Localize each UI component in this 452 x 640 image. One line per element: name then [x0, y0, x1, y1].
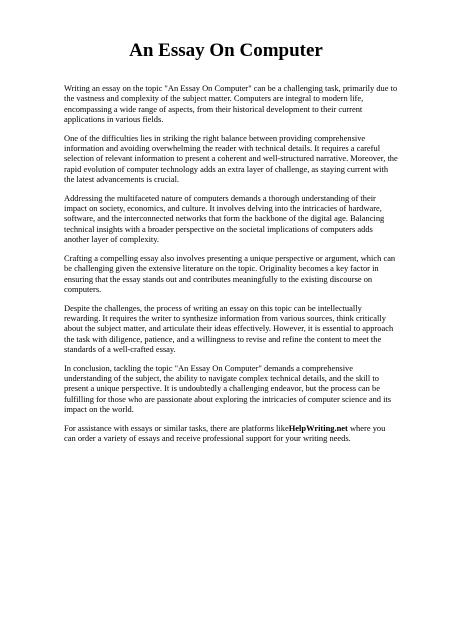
closing-text-after: where you can order a variety of essays and receive professional support for your writing needs. — [64, 422, 386, 444]
brand-link[interactable]: HelpWriting.net — [288, 422, 348, 433]
closing-text-before: For assistance with essays or similar tasks, there are platforms like — [64, 422, 289, 433]
closing-paragraph — [64, 423, 398, 444]
paragraph-5: Despite the challenges, the process of writing an essay on this topic can be intellectually rewarding. It requires the writer to synthesize information from various sources, think critically about the subject matter, and articulate their ideas effectively. However, it is essential to approach the task with diligence, patience, and a willingness to revise and refine the content to meet the standards of a well-crafted essay. — [64, 302, 394, 354]
paragraph-3: Addressing the multifaceted nature of computers demands a thorough understanding of their impact on society, economics, and culture. It involves delving into the intricacies of hardware, software, and the interconnected networks that form the backbone of the digital age. Balancing technical insights with a broader perspective on the societal implications of computers adds another layer of complexity. — [64, 192, 385, 245]
document-body — [64, 83, 398, 452]
paragraph-6: In conclusion, tackling the topic "An Essay On Computer" demands a comprehensive understanding of the subject, the ability to navigate complex technical details, and the skill to present a unique perspective. It is undoubtedly a challenging endeavor, but the process can be fulfilling for those who are passionate about exploring the intricacies of computer science and its impact on the world. — [64, 362, 392, 414]
paragraph-2: One of the difficulties lies in striking the right balance between providing comprehensive information and avoiding overwhelming the reader with technical details. It requires a careful selection of relevant information to present a coherent and well-structured narrative. Moreover, the rapid evolution of computer technology adds an extra layer of challenge, as staying current with the latest advancements is crucial. — [64, 132, 398, 184]
paragraph-1: Writing an essay on the topic "An Essay On Computer" can be a challenging task, primarily due to the vastness and complexity of the subject matter. Computers are integral to modern life, encompassing a wide range of aspects, from their historical development to their current applications in various fields. — [64, 83, 398, 124]
paragraph-4: Crafting a compelling essay also involves presenting a unique perspective or argument, which can be challenging given the extensive literature on the topic. Originality becomes a key factor in ensuring that the essay stands out and contributes meaningfully to the existing discourse on computers. — [64, 252, 396, 294]
document-title: An Essay On Computer — [129, 40, 323, 61]
